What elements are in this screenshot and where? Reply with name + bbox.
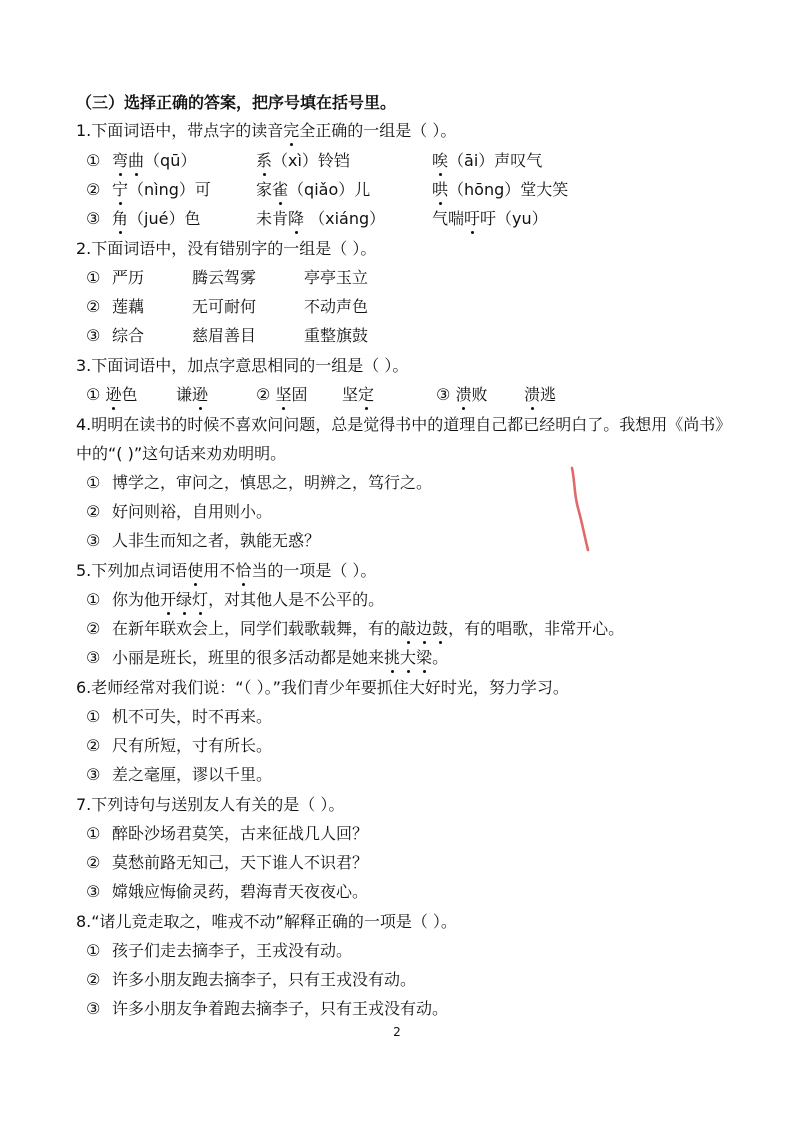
- question-6-option-1: ① 机不可失，时不再来。: [86, 707, 273, 726]
- question-6-option-2: ② 尺有所短，寸有所长。: [86, 736, 273, 755]
- question-4-stem-continued: 中的“( )”这句话来劝劝明明。: [76, 444, 287, 463]
- question-5-option-2: ② 在新年联欢会上，同学们载歌载舞，有的敲边鼓，有的唱歌，非常开心。: [86, 619, 625, 638]
- question-5-option-1: ① 你为他开绿灯，对其他人是不公平的。: [86, 590, 385, 609]
- question-2-option-3: ③ 综合 慈眉善目 重整旗鼓: [86, 326, 369, 345]
- question-2-option-1: ① 严历 腾云驾雾 亭亭玉立: [86, 268, 369, 287]
- question-7-option-1: ① 醉卧沙场君莫笑，古来征战几人回？: [86, 824, 369, 843]
- question-4-option-1: ① 博学之，审问之，慎思之，明辨之，笃行之。: [86, 473, 433, 492]
- question-4-option-3: ③ 人非生而知之者，孰能无惑？: [86, 531, 321, 550]
- question-8-option-3: ③ 许多小朋友争着跑去摘李子，只有王戎没有动。: [86, 999, 449, 1018]
- question-7-stem: 7.下列诗句与送别友人有关的是（ ）。: [76, 795, 345, 814]
- question-6-option-3: ③ 差之毫厘，谬以千里。: [86, 765, 273, 784]
- question-8-option-1: ① 孩子们走去摘李子，王戎没有动。: [86, 941, 353, 960]
- question-2-option-2: ② 莲藕 无可耐何 不动声色: [86, 297, 369, 316]
- question-1-option-1: ① 弯曲（qū） 系（xì）铃铛 唉（āi）声叹气: [86, 151, 543, 170]
- question-8-option-2: ② 许多小朋友跑去摘李子，只有王戎没有动。: [86, 970, 417, 989]
- question-4-stem: 4.明明在读书的时候不喜欢问问题，总是觉得书中的道理自己都已经明白了。我想用《尚书》: [76, 415, 732, 434]
- question-4-option-2: ② 好问则裕，自用则小。: [86, 502, 273, 521]
- question-6-stem: 6.老师经常对我们说：“（ ）。”我们青少年要抓住大好时光，努力学习。: [76, 678, 569, 697]
- question-8-stem: 8.“诸儿竞走取之，唯戎不动”解释正确的一项是（ ）。: [76, 912, 457, 931]
- question-7-option-3: ③ 嫦娥应悔偷灵药，碧海青天夜夜心。: [86, 882, 369, 901]
- section-title: （三）选择正确的答案，把序号填在括号里。: [76, 93, 397, 112]
- question-1-stem: 1.下面词语中，带点字的读音完全正确的一组是（ ）。: [76, 121, 457, 140]
- question-5-option-3: ③ 小丽是班长，班里的很多活动都是她来挑大梁。: [86, 648, 449, 667]
- red-pen-mark: [566, 464, 598, 556]
- question-3-options-row: ① 逊色 谦逊 ② 坚固 坚定 ③ 溃败 溃逃: [86, 385, 557, 404]
- question-1-option-3: ③ 角（jué）色 未肯降 （xiáng） 气喘吁吁（yu）: [86, 209, 548, 228]
- page-number: 2: [393, 1025, 401, 1039]
- question-7-option-2: ② 莫愁前路无知己，天下谁人不识君？: [86, 853, 369, 872]
- question-2-stem: 2.下面词语中，没有错别字的一组是（ ）。: [76, 239, 377, 258]
- question-1-option-2: ② 宁（nìng）可 家雀（qiǎo）儿 哄（hōng）堂大笑: [86, 180, 569, 199]
- question-5-stem: 5.下列加点词语使用不恰当的一项是（ ）。: [76, 561, 377, 580]
- question-3-stem: 3.下面词语中，加点字意思相同的一组是（ ）。: [76, 356, 409, 375]
